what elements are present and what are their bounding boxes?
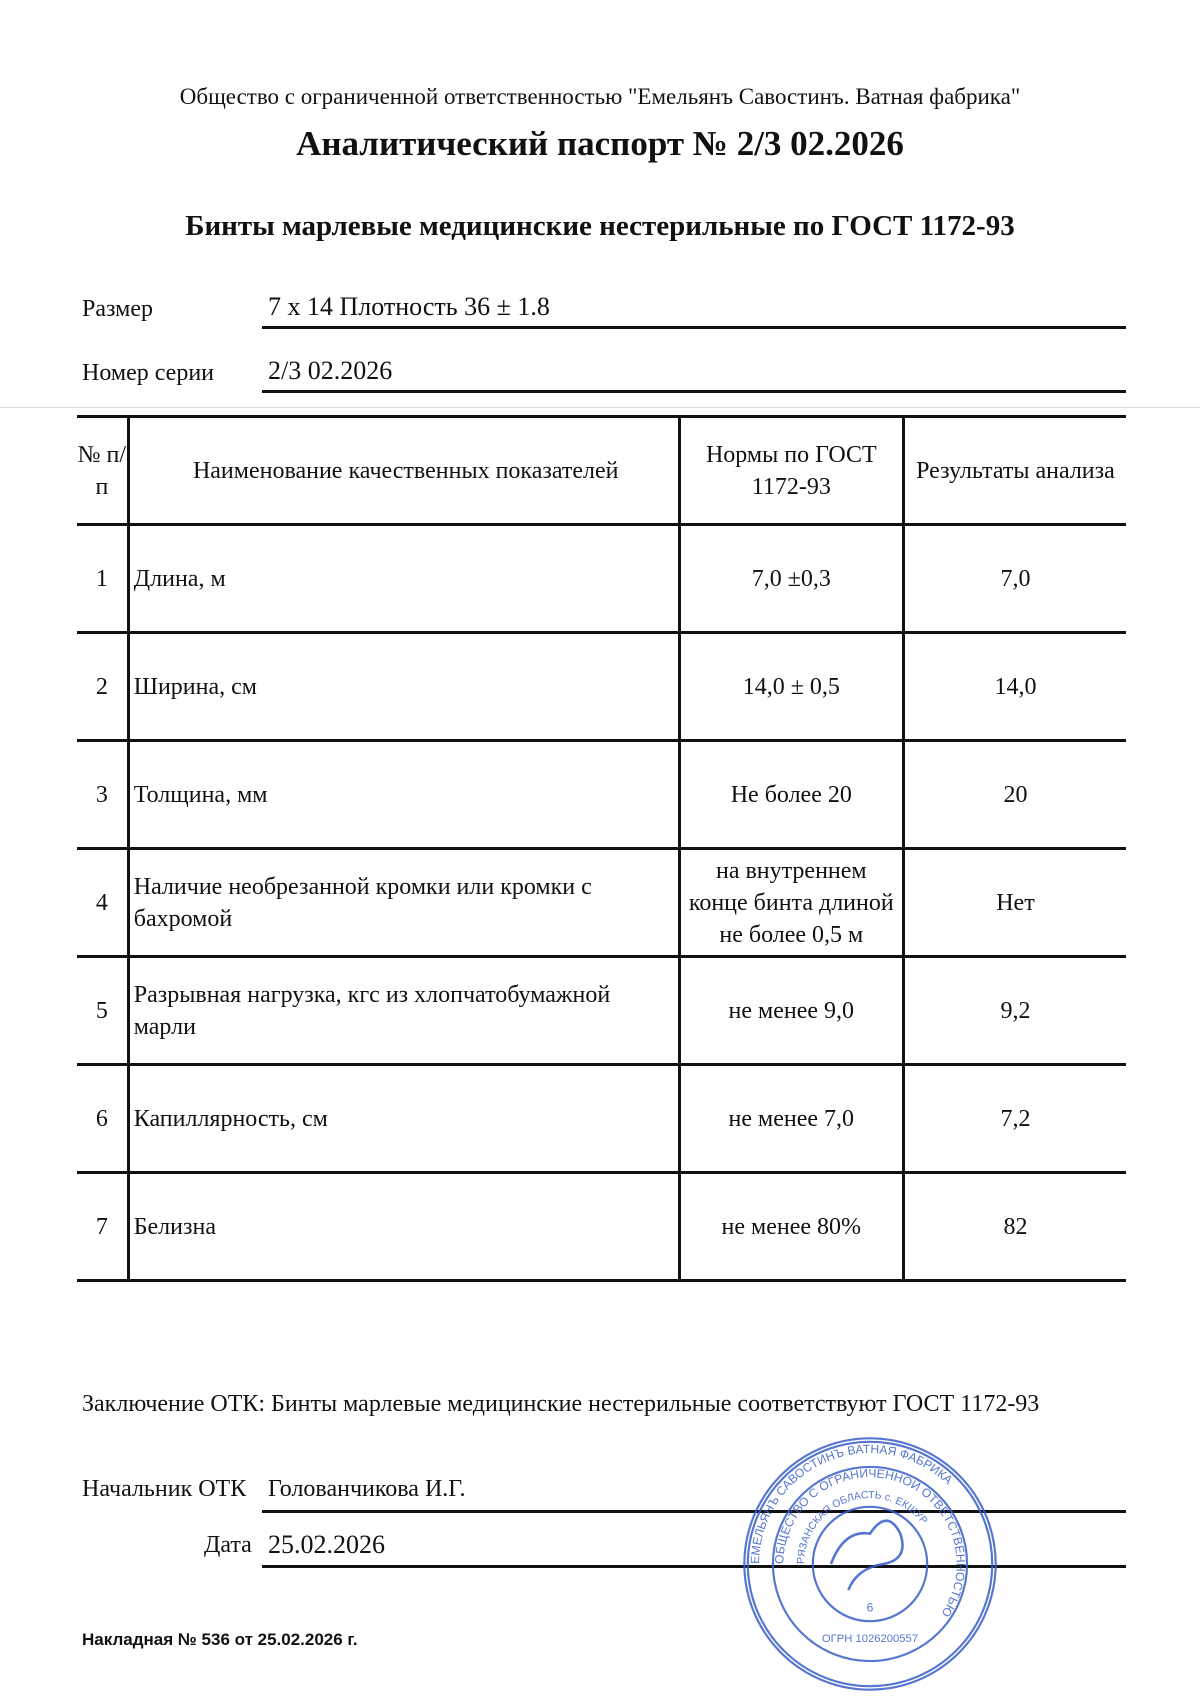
row-result: 14,0 — [903, 633, 1126, 741]
date-value: 25.02.2026 — [268, 1530, 385, 1559]
row-indicator: Наличие необрезанной кромки или кромки с бахромой — [128, 849, 679, 957]
row-number: 2 — [77, 633, 128, 741]
row-indicator: Капиллярность, см — [128, 1065, 679, 1173]
invoice-note: Накладная № 536 от 25.02.2026 г. — [82, 1630, 358, 1649]
series-value: 2/3 02.2026 — [268, 356, 393, 385]
stamp-outer-text: ЕМЕЛЬЯНЪ САВОСТИНЪ ВАТНАЯ ФАБРИКА — [748, 1441, 956, 1565]
table-row — [77, 957, 1126, 1065]
row-number: 7 — [77, 1173, 128, 1281]
size-label: Размер — [82, 296, 153, 322]
row-result: 82 — [903, 1173, 1126, 1281]
stamp-ogrn: ОГРН 1026200557 — [821, 1633, 919, 1645]
size-value: 7 х 14 Плотность 36 ± 1.8 — [268, 292, 550, 321]
row-result: 7,2 — [903, 1065, 1126, 1173]
series-label: Номер серии — [82, 360, 214, 386]
row-number: 4 — [77, 849, 128, 957]
quality-table — [77, 415, 1126, 1282]
row-result: 7,0 — [903, 525, 1126, 633]
table-row — [77, 1065, 1126, 1173]
size-underline — [262, 326, 1126, 329]
stamp-inner-text: ОБЩЕСТВО С ОГРАНИЧЕННОЙ ОТВЕТСТВЕННОСТЬЮ — [772, 1466, 968, 1620]
table-row — [77, 849, 1126, 957]
stamp-region-text: РЯЗАНСКАЯ ОБЛАСТЬ с. ЕКШУР — [796, 1490, 930, 1565]
row-norm-cell — [679, 741, 903, 849]
table-row — [77, 633, 1126, 741]
row-norm-cell — [679, 849, 903, 957]
stamp-number: 6 — [866, 1600, 874, 1615]
row-result: 9,2 — [903, 957, 1126, 1065]
product-title: Бинты марлевые медицинские нестерильные по ГОСТ 1172-93 — [185, 210, 1015, 242]
header-norm: Нормы по ГОСТ 1172-93 — [679, 417, 903, 525]
row-norm: не менее 9,0 — [728, 997, 855, 1024]
row-norm: 7,0 ±0,3 — [751, 565, 831, 592]
chief-label: Начальник ОТК — [82, 1476, 247, 1502]
header-number: № п/п — [77, 417, 128, 525]
row-norm-cell — [679, 1173, 903, 1281]
table-header-row — [77, 417, 1126, 525]
header-result: Результаты анализа — [903, 417, 1126, 525]
row-number: 6 — [77, 1065, 128, 1173]
row-indicator: Ширина, см — [128, 633, 679, 741]
row-indicator: Длина, м — [128, 525, 679, 633]
header-indicator: Наименование качественных показателей — [128, 417, 679, 525]
signature — [831, 1521, 903, 1590]
row-result: 20 — [903, 741, 1126, 849]
qc-conclusion: Заключение ОТК: Бинты марлевые медицинские нестерильные соответствуют ГОСТ 1172-93 — [82, 1391, 1040, 1417]
row-number: 5 — [77, 957, 128, 1065]
table-row — [77, 525, 1126, 633]
table-row — [77, 1173, 1126, 1281]
scan-seam — [0, 407, 1200, 408]
row-norm: не менее 7,0 — [728, 1105, 855, 1132]
row-number: 3 — [77, 741, 128, 849]
company-stamp — [740, 1434, 1000, 1694]
series-underline — [262, 390, 1126, 393]
row-norm-cell — [679, 633, 903, 741]
row-result: Нет — [903, 849, 1126, 957]
row-indicator: Разрывная нагрузка, кгс из хлопчатобумажной марли — [128, 957, 679, 1065]
table-row — [77, 741, 1126, 849]
date-label: Дата — [204, 1532, 252, 1558]
row-indicator: Белизна — [128, 1173, 679, 1281]
row-indicator: Толщина, мм — [128, 741, 679, 849]
row-norm: Не более 20 — [730, 781, 852, 808]
row-norm: 14,0 ± 0,5 — [742, 673, 840, 700]
document-title: Аналитический паспорт № 2/3 02.2026 — [296, 124, 904, 163]
organization-name: Общество с ограниченной ответственностью "Емельянъ Савостинъ. Ватная фабрика" — [179, 84, 1021, 109]
row-norm-cell — [679, 957, 903, 1065]
row-number: 1 — [77, 525, 128, 633]
row-norm-cell — [679, 525, 903, 633]
row-norm-cell — [679, 1065, 903, 1173]
row-norm: не менее 80% — [721, 1213, 862, 1240]
chief-name: Голованчикова И.Г. — [268, 1476, 466, 1502]
row-norm: на внутреннем конце бинта длиной не более 0,5 м — [688, 857, 894, 948]
